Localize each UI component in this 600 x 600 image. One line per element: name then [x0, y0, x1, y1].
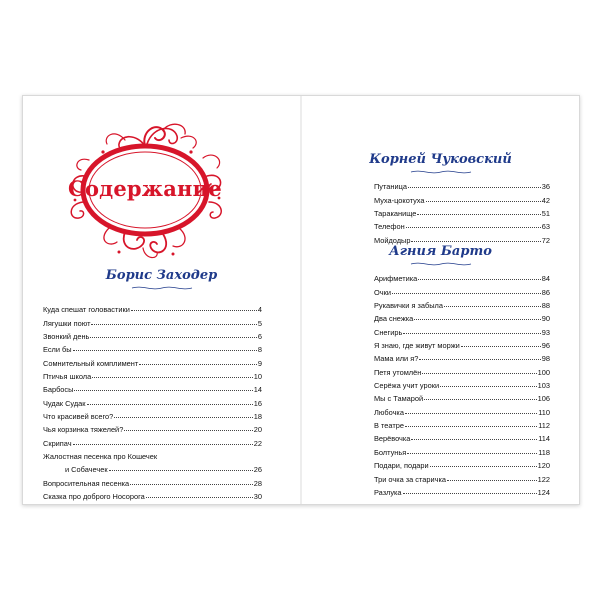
toc-entry-title: Я знаю, где живут моржи [374, 341, 460, 351]
toc-entry-page: 86 [541, 287, 550, 297]
toc-entry-title: Телефон [374, 222, 405, 232]
toc-list-zakhoder [43, 301, 262, 501]
toc-entry-title: Петя утомлён [374, 367, 422, 377]
toc-entry [43, 461, 262, 474]
toc-leader-dots [403, 493, 537, 494]
toc-entry-page: 122 [537, 474, 550, 484]
toc-entry-title: Чья корзинка тяжелей? [43, 425, 124, 435]
toc-entry-page: 124 [537, 487, 550, 497]
left-page [23, 96, 300, 504]
toc-entry [43, 394, 262, 407]
toc-entry-title: Снегирь [374, 327, 403, 337]
toc-entry-page: 96 [541, 341, 550, 351]
toc-entry-title: Жалостная песенка про Кошечек [43, 452, 158, 462]
toc-leader-dots [411, 439, 537, 440]
toc-leader-dots [130, 484, 253, 485]
toc-entry [43, 434, 262, 447]
toc-leader-dots [405, 413, 537, 414]
toc-entry-page: 26 [253, 465, 262, 475]
toc-entry-page: 28 [253, 478, 262, 488]
toc-entry-title: Барбосы [43, 385, 74, 395]
toc-leader-dots [392, 293, 541, 294]
toc-entry [374, 178, 550, 191]
author-name: Борис Заходер [105, 268, 218, 283]
toc-entry [374, 390, 550, 403]
toc-entry-page: 110 [538, 407, 550, 417]
toc-entry [374, 270, 550, 283]
toc-entry-page: 9 [257, 358, 262, 368]
toc-entry-title: Что красивей всего? [43, 412, 114, 422]
toc-entry-title: Если бы [43, 345, 72, 355]
toc-entry-title: Муха-цокотуха [374, 195, 425, 205]
ornament-divider-icon [409, 169, 473, 175]
toc-entry-title: Два снежка [374, 314, 414, 324]
toc-entry-title: Подари, подари [374, 461, 429, 471]
toc-leader-dots [418, 279, 541, 280]
toc-leader-dots [403, 333, 540, 334]
toc-leader-dots [411, 241, 540, 242]
toc-entry [374, 403, 550, 416]
toc-entry-page: 22 [253, 438, 262, 448]
toc-entry-title: Путаница [374, 182, 407, 192]
toc-entry [374, 470, 550, 483]
toc-entry-page: 14 [253, 385, 262, 395]
toc-entry-title: В театре [374, 421, 404, 431]
toc-entry [374, 417, 550, 430]
toc-entry [43, 448, 262, 461]
toc-entry-page: 42 [541, 195, 550, 205]
toc-entry-title: Болтунья [374, 447, 407, 457]
toc-leader-dots [405, 426, 537, 427]
toc-entry-page: 4 [257, 305, 262, 315]
toc-leader-dots [87, 404, 253, 405]
toc-entry [374, 283, 550, 296]
toc-leader-dots [419, 359, 540, 360]
toc-leader-dots [414, 319, 540, 320]
toc-entry-title: Скрипач [43, 438, 72, 448]
toc-entry-page: 5 [257, 318, 262, 328]
toc-entry-page: 98 [541, 354, 550, 364]
toc-entry [374, 218, 550, 231]
toc-entry-page: 51 [541, 209, 550, 219]
ornament-divider-icon [409, 261, 473, 267]
toc-entry [43, 421, 262, 434]
toc-entry-page: 8 [257, 345, 262, 355]
toc-entry-title: Тараканище [374, 209, 417, 219]
toc-entry-title: Вопросительная песенка [43, 478, 130, 488]
toc-leader-dots [447, 480, 537, 481]
toc-entry-title: Мойдодыр [374, 235, 411, 245]
toc-leader-dots [124, 430, 252, 431]
toc-entry-page: 112 [538, 421, 550, 431]
toc-entry [43, 368, 262, 381]
toc-leader-dots [90, 337, 256, 338]
toc-leader-dots [92, 377, 253, 378]
toc-leader-dots [109, 470, 253, 471]
toc-list-barto [374, 270, 550, 497]
toc-entry-title: Мама или я? [374, 354, 419, 364]
toc-entry-page: 88 [541, 301, 550, 311]
toc-entry [374, 350, 550, 363]
toc-entry [43, 488, 262, 501]
toc-entry-page: 118 [538, 447, 550, 457]
toc-entry [43, 328, 262, 341]
toc-entry-page: 100 [537, 367, 550, 377]
contents-emblem [63, 116, 263, 266]
toc-entry [43, 408, 262, 421]
contents-heading: Содержание [68, 176, 222, 201]
toc-leader-dots [131, 310, 257, 311]
toc-entry-title: Звонкий день [43, 332, 90, 342]
toc-entry [374, 484, 550, 497]
toc-leader-dots [440, 386, 537, 387]
author-heading-chukovsky [302, 152, 579, 175]
toc-entry-page: 20 [253, 425, 262, 435]
author-heading-barto [302, 244, 579, 267]
toc-leader-dots [73, 350, 257, 351]
toc-entry [374, 363, 550, 376]
toc-entry-page: 84 [541, 274, 550, 284]
toc-entry [374, 310, 550, 323]
toc-leader-dots [444, 306, 541, 307]
toc-entry [374, 297, 550, 310]
author-heading-zakhoder [23, 268, 300, 291]
toc-leader-dots [408, 187, 541, 188]
toc-entry-title: Арифметика [374, 274, 418, 284]
toc-entry-page: 114 [538, 434, 550, 444]
toc-entry-page: 10 [253, 372, 262, 382]
toc-entry [374, 191, 550, 204]
toc-entry-page: 6 [257, 332, 262, 342]
toc-entry-title: Лягушки поют [43, 318, 91, 328]
toc-entry-title: Мы с Тамарой [374, 394, 424, 404]
toc-leader-dots [430, 466, 537, 467]
toc-entry [374, 430, 550, 443]
toc-entry-title: Птичья школа [43, 372, 92, 382]
toc-leader-dots [114, 417, 253, 418]
toc-entry [374, 323, 550, 336]
ornament-divider-icon [130, 285, 194, 291]
toc-entry [374, 205, 550, 218]
toc-entry [43, 381, 262, 394]
toc-entry-title: Любочка [374, 407, 404, 417]
toc-entry-title: Серёжа учит уроки [374, 381, 440, 391]
toc-entry-page: 18 [253, 412, 262, 422]
toc-leader-dots [461, 346, 541, 347]
toc-entry [43, 301, 262, 314]
toc-entry-title: и Собачечек [65, 465, 108, 475]
toc-entry [374, 443, 550, 456]
toc-entry-title: Верёвочка [374, 434, 411, 444]
toc-entry [374, 231, 550, 244]
toc-entry [43, 354, 262, 367]
toc-entry [43, 341, 262, 354]
toc-entry-page: 30 [253, 492, 262, 502]
toc-entry-page: 16 [253, 398, 262, 408]
toc-entry-title: Чудак Судак [43, 398, 86, 408]
toc-entry [43, 314, 262, 327]
toc-leader-dots [417, 214, 540, 215]
toc-leader-dots [422, 373, 536, 374]
toc-leader-dots [406, 227, 541, 228]
toc-leader-dots [91, 324, 256, 325]
toc-entry-title: Рукавички я забыла [374, 301, 443, 311]
toc-entry-title: Сомнительный комплимент [43, 358, 139, 368]
toc-leader-dots [424, 399, 537, 400]
toc-entry-page: 93 [541, 327, 550, 337]
author-name: Агния Барто [389, 244, 492, 259]
toc-leader-dots [426, 201, 541, 202]
toc-entry-page: 36 [541, 182, 550, 192]
toc-entry-title: Сказка про доброго Носорога [43, 492, 145, 502]
toc-entry-title: Три очка за старичка [374, 474, 447, 484]
toc-entry-page: 120 [537, 461, 550, 471]
toc-entry-page: 63 [541, 222, 550, 232]
toc-leader-dots [74, 390, 252, 391]
toc-entry-title: Очки [374, 287, 391, 297]
toc-entry [374, 377, 550, 390]
toc-entry-page: 103 [537, 381, 550, 391]
toc-leader-dots [73, 444, 253, 445]
toc-leader-dots [146, 497, 253, 498]
toc-entry-page: 72 [541, 235, 550, 245]
toc-leader-dots [139, 364, 257, 365]
book-spread [22, 95, 580, 505]
toc-entry-page: 106 [537, 394, 550, 404]
toc-entry [374, 457, 550, 470]
toc-list-chukovsky [374, 178, 550, 245]
toc-leader-dots [407, 453, 537, 454]
toc-entry [374, 337, 550, 350]
author-name: Корней Чуковский [369, 152, 512, 167]
toc-entry-page: 90 [541, 314, 550, 324]
right-page [302, 96, 579, 504]
toc-entry-title: Куда спешат головастики [43, 305, 130, 315]
toc-entry [43, 474, 262, 487]
toc-entry-title: Разлука [374, 487, 402, 497]
